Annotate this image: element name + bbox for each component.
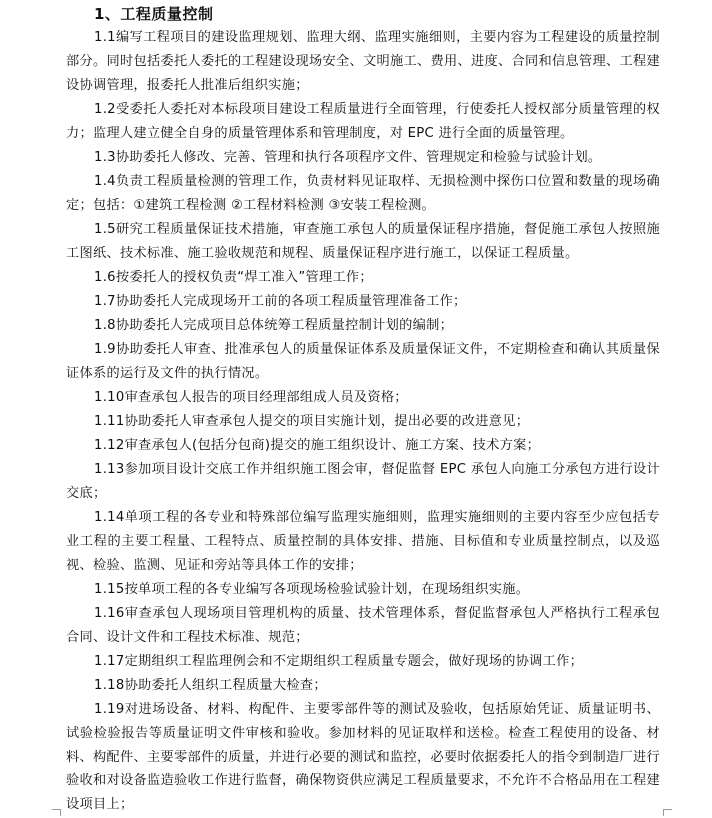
paragraph-1-3: 1.3协助委托人修改、完善、管理和执行各项程序文件、管理规定和检验与试验计划。 (94, 150, 602, 165)
paragraph-1-13: 1.13参加项目设计交底工作并组织施工图会审，督促监督 EPC 承包人向施工分承包方进行设计交底； (66, 462, 660, 501)
section-heading: 1、工程质量控制 (94, 5, 214, 23)
paragraph-1-11: 1.11协助委托人审查承包人提交的项目实施计划，提出必要的改进意见； (94, 414, 530, 429)
paragraph-1-4: 1.4负责工程质量检测的管理工作，负责材料见证取样、无损检测中探伤口位置和数量的现场确定；包括：①建筑工程检测 ②工程材料检测 ③安装工程检测。 (66, 174, 660, 213)
paragraph-1-14: 1.14单项工程的各专业和特殊部位编写监理实施细则，监理实施细则的主要内容至少应包括专业工程的主要工程量、工程特点、质量控制的具体安排、措施、目标值和专业质量控制点，以及巡视、检验、监测、见证和旁站等具体工作的安排； (66, 510, 660, 573)
paragraph-1-10: 1.10审查承包人报告的项目经理部组成人员及资格； (94, 390, 408, 405)
paragraph-1-6: 1.6按委托人的授权负责“焊工准入”管理工作； (94, 270, 373, 285)
paragraph-1-17: 1.17定期组织工程监理例会和不定期组织工程质量专题会，做好现场的协调工作； (94, 654, 584, 669)
paragraph-1-9: 1.9协助委托人审查、批准承包人的质量保证体系及质量保证文件，不定期检查和确认其质量保证体系的运行及文件的执行情况。 (66, 342, 660, 381)
paragraph-1-16: 1.16审查承包人现场项目管理机构的质量、技术管理体系，督促监督承包人严格执行工程承包合同、设计文件和工程技术标准、规范； (66, 606, 660, 645)
paragraph-1-7: 1.7协助委托人完成现场开工前的各项工程质量管理准备工作； (94, 294, 467, 309)
paragraph-1-2: 1.2受委托人委托对本标段项目建设工程质量进行全面管理，行使委托人授权部分质量管理的权力；监理人建立健全自身的质量管理体系和管理制度，对 EPC 进行全面的质量管理。 (66, 102, 660, 141)
paragraph-1-5: 1.5研究工程质量保证技术措施，审查施工承包人的质量保证程序措施，督促施工承包人按照施工图纸、技术标准、施工验收规范和规程、质量保证程序进行施工，以保证工程质量。 (66, 222, 660, 261)
paragraph-1-19: 1.19对进场设备、材料、构配件、主要零部件等的测试及验收，包括原始凭证、质量证明书、试验检验报告等质量证明文件审核和验收。参加材料的见证取样和送检。检查工程使用的设备、材料、构配件、主要零部件的质量，并进行必要的测试和监控，必要时依据委托人的指令到制造厂进行验收和对设备监造验收工作进行监督，确保物资供应满足工程质量要求，不允许不合格品用在工程建设项目上； (66, 702, 660, 813)
margin-corner-mark-right (663, 809, 672, 816)
paragraph-1-12: 1.12审查承包人(包括分包商)提交的施工组织设计、施工方案、技术方案； (94, 438, 541, 453)
paragraph-1-1: 1.1编写工程项目的建设监理规划、监理大纲、监理实施细则，主要内容为工程建设的质量控制部分。同时包括委托人委托的工程建设现场安全、文明施工、费用、进度、合同和信息管理、工程建设协调管理，报委托人批准后组织实施； (66, 30, 660, 93)
paragraph-1-18: 1.18协助委托人组织工程质量大检查； (94, 678, 327, 693)
paragraph-1-15: 1.15按单项工程的各专业编写各项现场检验试验计划，在现场组织实施。 (94, 582, 530, 597)
margin-corner-mark-left (52, 809, 61, 816)
paragraph-1-8: 1.8协助委托人完成项目总体统筹工程质量控制计划的编制； (94, 318, 454, 333)
